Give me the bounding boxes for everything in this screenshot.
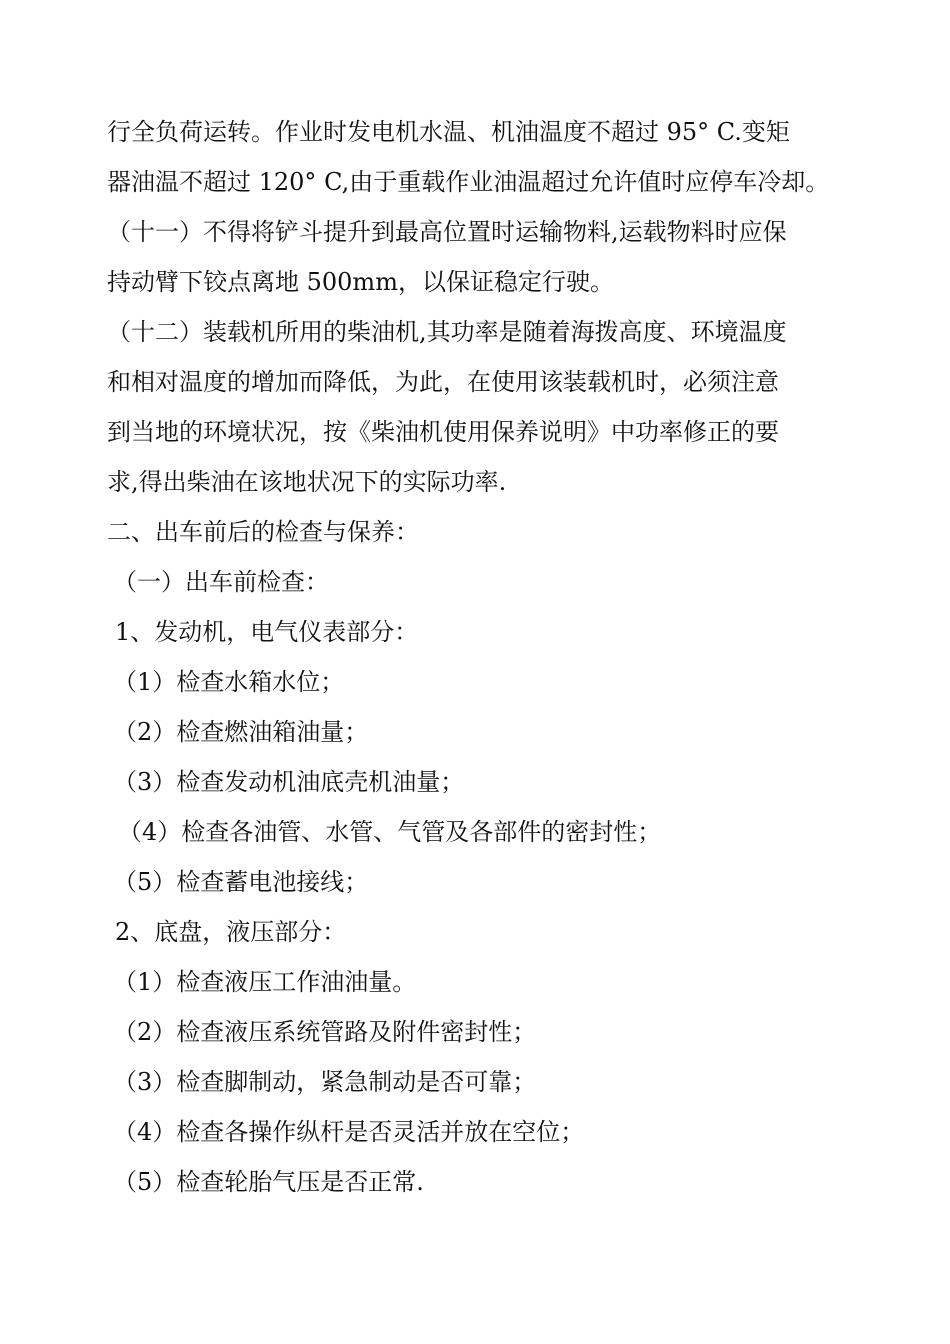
text-line: 持动臂下铰点离地 500mm，以保证稳定行驶。 [107, 268, 614, 296]
text-line: 器油温不超过 120° C,由于重载作业油温超过允许值时应停车冷却。 [107, 168, 830, 196]
list-item: （2）检查液压系统管路及附件密封性； [113, 1018, 537, 1046]
list-heading: 1、发动机，电气仪表部分： [115, 618, 419, 646]
text-line: （十一）不得将铲斗提升到最高位置时运输物料,运载物料时应保 [107, 218, 787, 246]
text-line: 求,得出柴油在该地状况下的实际功率. [107, 468, 507, 496]
text-line: 和相对温度的增加而降低，为此，在使用该装载机时，必须注意 [107, 368, 779, 396]
list-item: （4）检查各油管、水管、气管及各部件的密封性； [118, 818, 662, 846]
list-item: （1）检查液压工作油油量。 [113, 968, 417, 996]
list-item: （5）检查蓄电池接线； [113, 868, 369, 896]
list-item: （3）检查发动机油底壳机油量； [113, 768, 465, 796]
list-item: （1）检查水箱水位； [113, 668, 345, 696]
list-item: （5）检查轮胎气压是否正常. [113, 1168, 424, 1196]
list-heading: 2、底盘，液压部分： [115, 918, 347, 946]
list-item: （2）检查燃油箱油量； [113, 718, 369, 746]
text-line: 到当地的环境状况，按《柴油机使用保养说明》中功率修正的要 [107, 418, 779, 446]
list-item: （4）检查各操作纵杆是否灵活并放在空位； [113, 1118, 585, 1146]
section-heading: 二、出车前后的检查与保养： [107, 518, 419, 546]
text-line: （十二）装载机所用的柴油机,其功率是随着海拨高度、环境温度 [107, 318, 787, 346]
text-line: 行全负荷运转。作业时发电机水温、机油温度不超过 95° C.变矩 [107, 118, 790, 146]
subsection-heading: （一）出车前检查： [113, 568, 329, 596]
list-item: （3）检查脚制动，紧急制动是否可靠； [113, 1068, 537, 1096]
